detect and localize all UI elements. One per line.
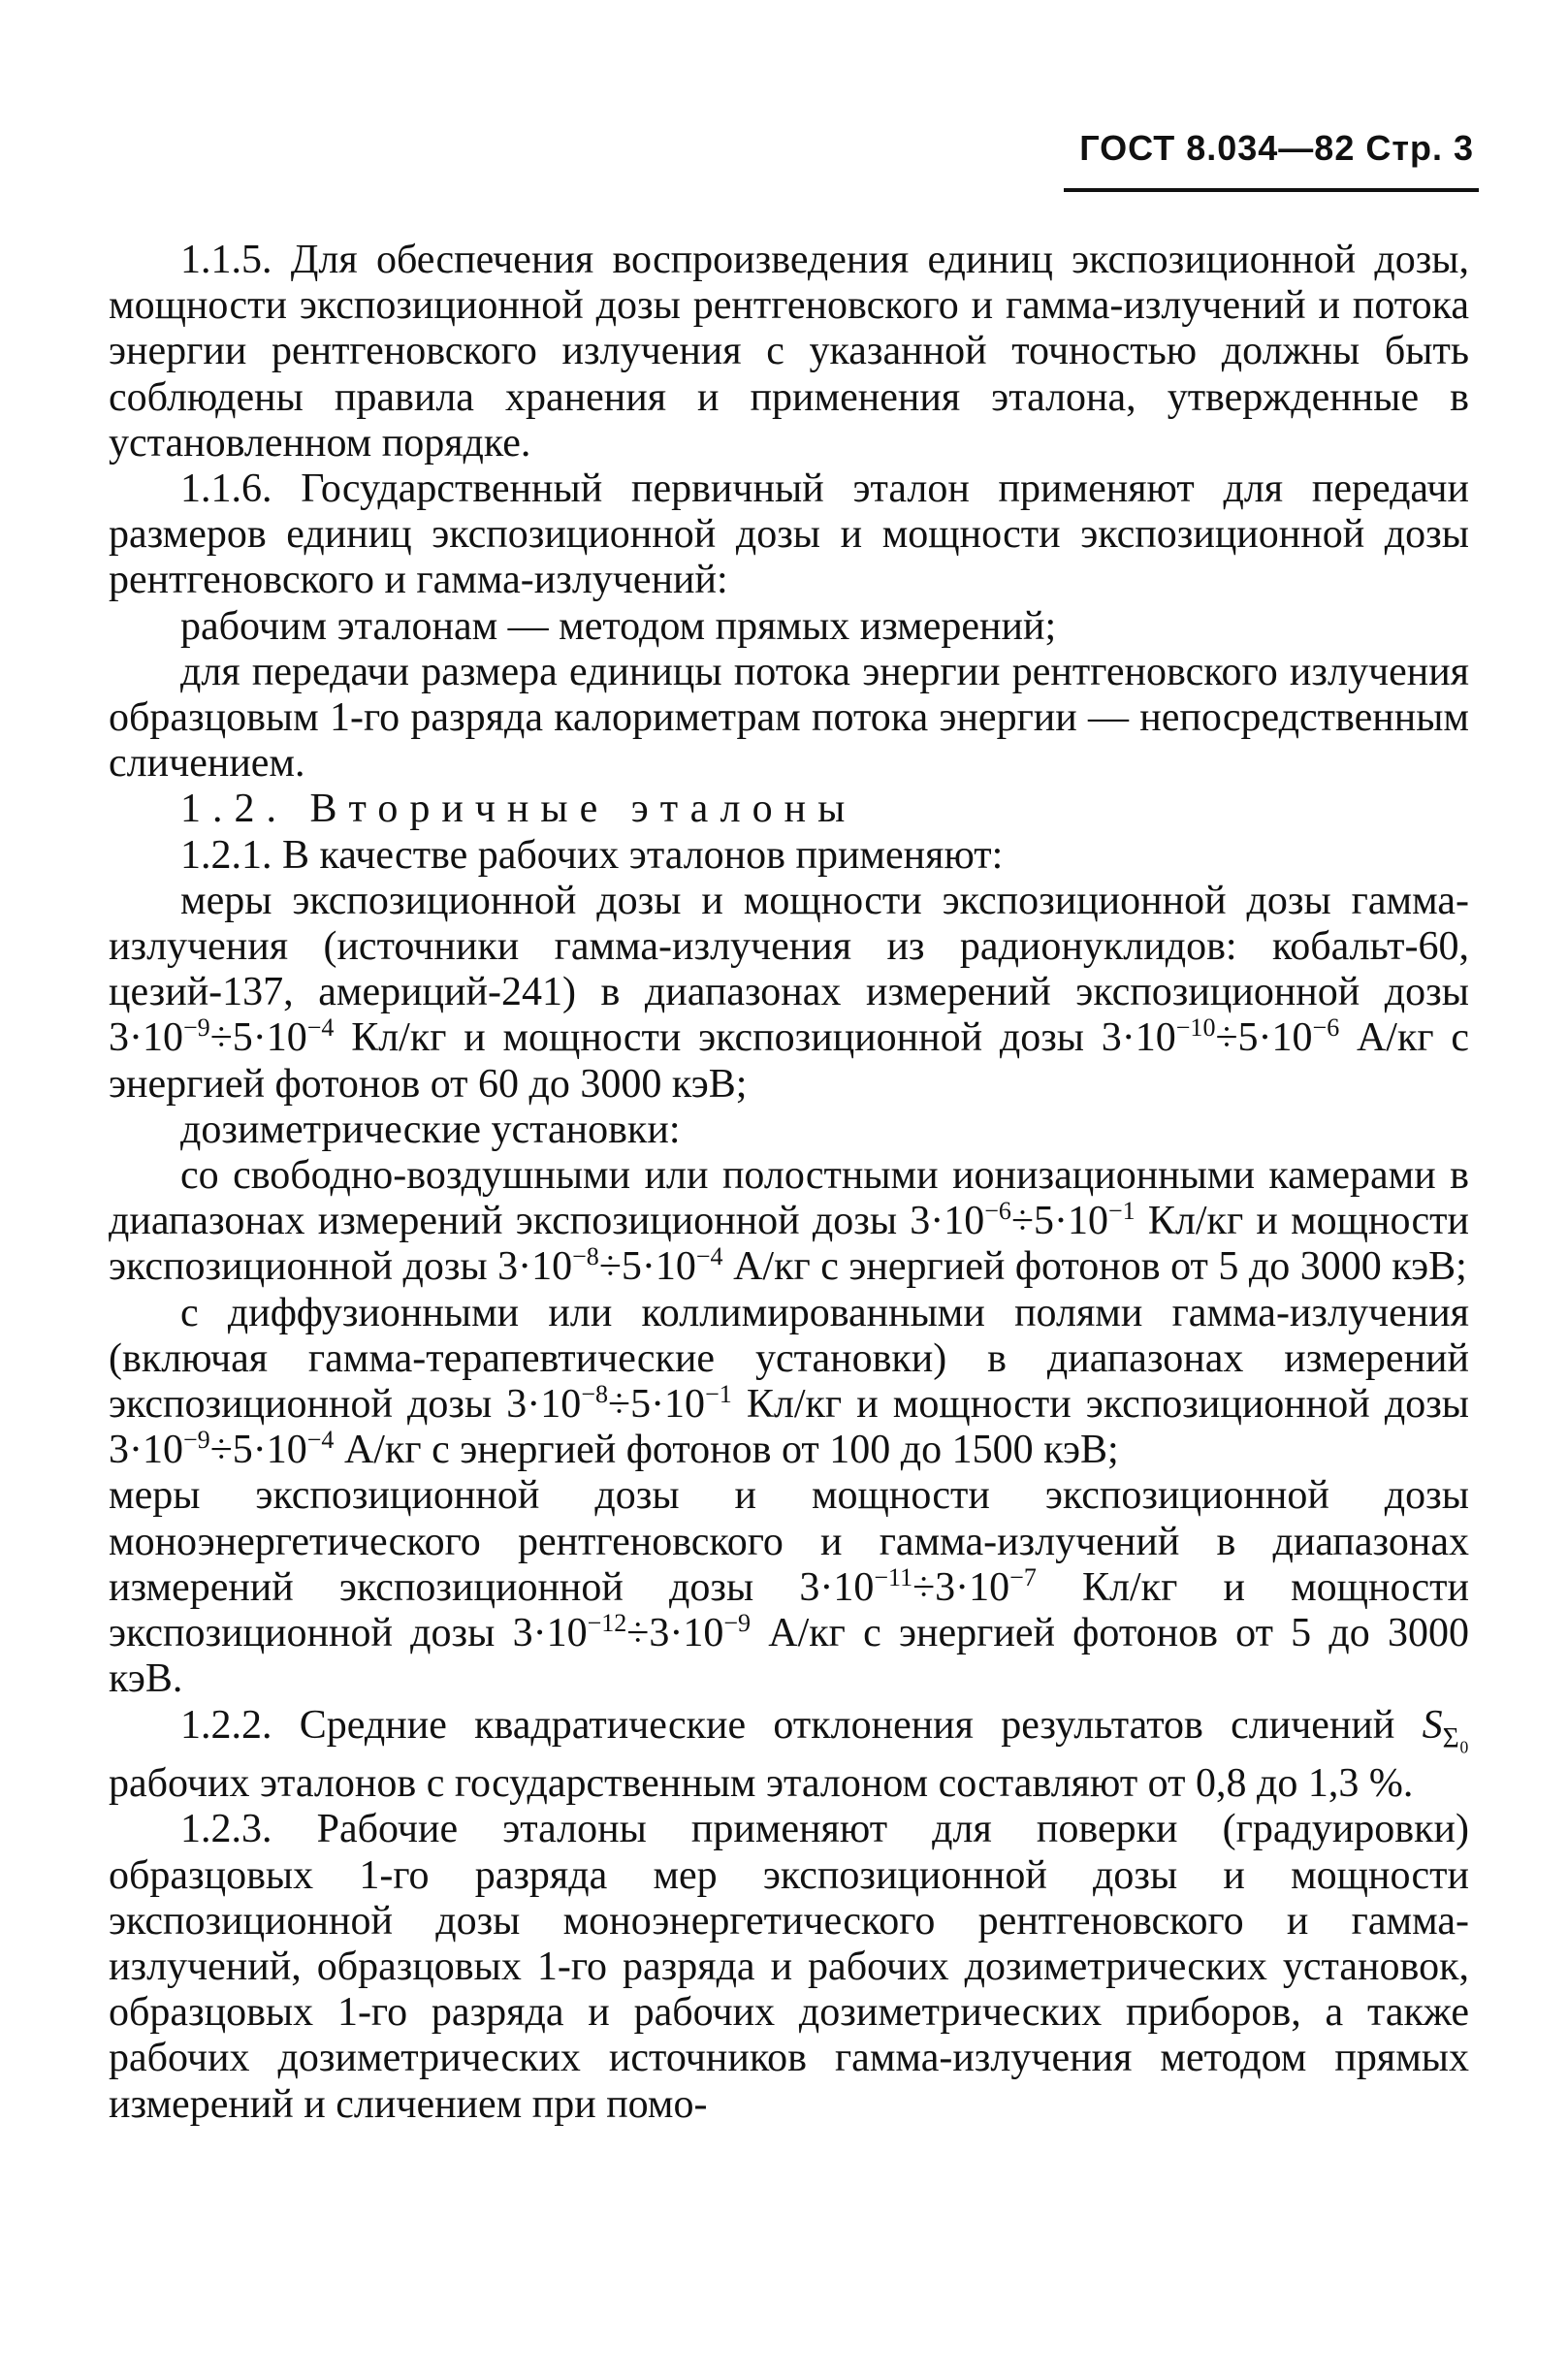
paragraph-monoenergetic-measures xyxy=(109,1473,1469,1702)
paragraph-gamma-measures xyxy=(109,879,1469,1108)
exponent: −11 xyxy=(874,1562,913,1591)
text-segment: А/кг с энергией фотонов от 100 до 1500 кэВ; xyxy=(334,1428,1119,1473)
text-segment: Кл/кг и мощности экспозиционной дозы 3·10 xyxy=(109,1382,1470,1473)
header-rule xyxy=(1064,188,1479,192)
text-segment: А/кг с энергией фотонов от 5 до 3000 кэВ; xyxy=(722,1244,1467,1290)
paragraph-working-standards: рабочим эталонам — методом прямых измерений; xyxy=(180,603,1057,649)
text-segment: А/кг с энергией фотонов от 60 до 3000 кэВ; xyxy=(109,1015,1469,1107)
text-segment: со свободно-воздушными или полостными ионизационными камерами в диапазонах измерений экспозиционной дозы 3·10 xyxy=(109,1153,1469,1244)
text-segment: меры экспозиционной дозы и мощности экспозиционной дозы моноэнергетического рентгеновского и гамма-излучений в диапазонах измерений экспозиционной дозы 3·10 xyxy=(109,1473,1469,1610)
exponent: −1 xyxy=(705,1380,732,1409)
paragraph-ionization-chambers xyxy=(109,1153,1469,1291)
exponent: −12 xyxy=(587,1609,627,1638)
paragraph-1-2-3: 1.2.3. Рабочие эталоны применяют для поверки (градуировки) образцовых 1-го разряда мер экспозиционной дозы и мощности экспозиционной дозы моноэнергетического рентгеновского и гамма-излучений, образцовых 1-го разряда и рабочих дозиметрических установок, образцовых 1-го разряда и рабочих дозиметрических приборов, а также рабочих дозиметрических источников гамма-излучения методом прямых измерений и сличением при помо- xyxy=(109,1807,1469,2127)
text-segment: ÷5·10 xyxy=(1010,1199,1108,1244)
text-segment: А/кг с энергией фотонов от 5 до 3000 кэВ. xyxy=(109,1611,1469,1702)
text-segment: ÷5·10 xyxy=(209,1015,307,1061)
paragraph-dosimetric-setups: дозиметрические установки: xyxy=(180,1107,681,1152)
text-segment: Кл/кг и мощности экспозиционной дозы 3·10 xyxy=(109,1199,1469,1290)
paragraph-1-2-1: 1.2.1. В качестве рабочих эталонов применяют: xyxy=(180,832,1004,878)
text-segment: с диффузионными или коллимированными полями гамма-излучения (включая гамма-терапевтические установки) в диапазонах измерений экспозиционной дозы 3·10 xyxy=(109,1290,1469,1428)
text-segment: ÷3·10 xyxy=(626,1611,724,1656)
exponent: −4 xyxy=(695,1242,723,1271)
paragraph-energy-flux: для передачи размера единицы потока энергии рентгеновского излучения образцовым 1-го разряда калориметрам потока энергии — непосредственным сличением. xyxy=(109,649,1469,787)
exponent: −9 xyxy=(723,1609,752,1638)
exponent: −1 xyxy=(1108,1197,1136,1226)
text-segment: рабочих эталонов с государственным эталоном составляют от 0,8 до 1,3 %. xyxy=(109,1761,1414,1807)
exponent: −6 xyxy=(1312,1013,1340,1043)
exponent: −7 xyxy=(1009,1562,1037,1591)
text-segment: ÷5·10 xyxy=(598,1244,696,1290)
paragraph-1-2-2 xyxy=(109,1703,1469,1808)
symbol-s: S xyxy=(1422,1702,1443,1748)
exponent: −4 xyxy=(306,1426,335,1455)
text-segment: ÷3·10 xyxy=(912,1564,1010,1610)
text-segment: Кл/кг и мощности экспозиционной дозы 3·10 xyxy=(334,1015,1176,1061)
exponent: −6 xyxy=(984,1197,1011,1226)
exponent: −4 xyxy=(306,1013,335,1043)
paragraph-diffusion-fields xyxy=(109,1291,1469,1474)
exponent: −8 xyxy=(572,1242,599,1271)
page-header: ГОСТ 8.034—82 Стр. 3 xyxy=(1079,128,1474,168)
text-segment: 1.2.2. Средние квадратические отклонения результатов сличений xyxy=(180,1702,1423,1748)
text-segment: ÷5·10 xyxy=(209,1428,307,1473)
symbol-subscript: Σ₀ xyxy=(1442,1721,1469,1753)
text-segment: ÷5·10 xyxy=(1215,1015,1313,1061)
document-body xyxy=(109,238,1469,2128)
exponent: −9 xyxy=(183,1013,210,1043)
exponent: −8 xyxy=(581,1380,609,1409)
exponent: −9 xyxy=(183,1426,210,1455)
text-segment: Кл/кг и мощности экспозиционной дозы 3·10 xyxy=(109,1564,1469,1656)
paragraph-1-1-5: 1.1.5. Для обеспечения воспроизведения единиц экспозиционной дозы, мощности экспозиционной дозы рентгеновского и гамма-излучений и потока энергии рентгеновского излучения с указанной точностью должны быть соблюдены правила хранения и применения эталона, утвержденные в установленном порядке. xyxy=(109,238,1469,466)
paragraph-1-1-6: 1.1.6. Государственный первичный эталон применяют для передачи размеров единиц экспозиционной дозы и мощности экспозиционной дозы рентгеновского и гамма-излучений: xyxy=(109,466,1469,603)
section-heading-secondary-standards: 1.2. Вторичные эталоны xyxy=(180,787,857,832)
text-segment: меры экспозиционной дозы и мощности экспозиционной дозы гамма-излучения (источники гамма-излучения из радионуклидов: кобальт-60, цезий-137, америций-241) в диапазонах измерений экспозиционной дозы 3·10 xyxy=(109,878,1469,1061)
text-segment: ÷5·10 xyxy=(608,1382,706,1428)
exponent: −10 xyxy=(1175,1013,1216,1043)
